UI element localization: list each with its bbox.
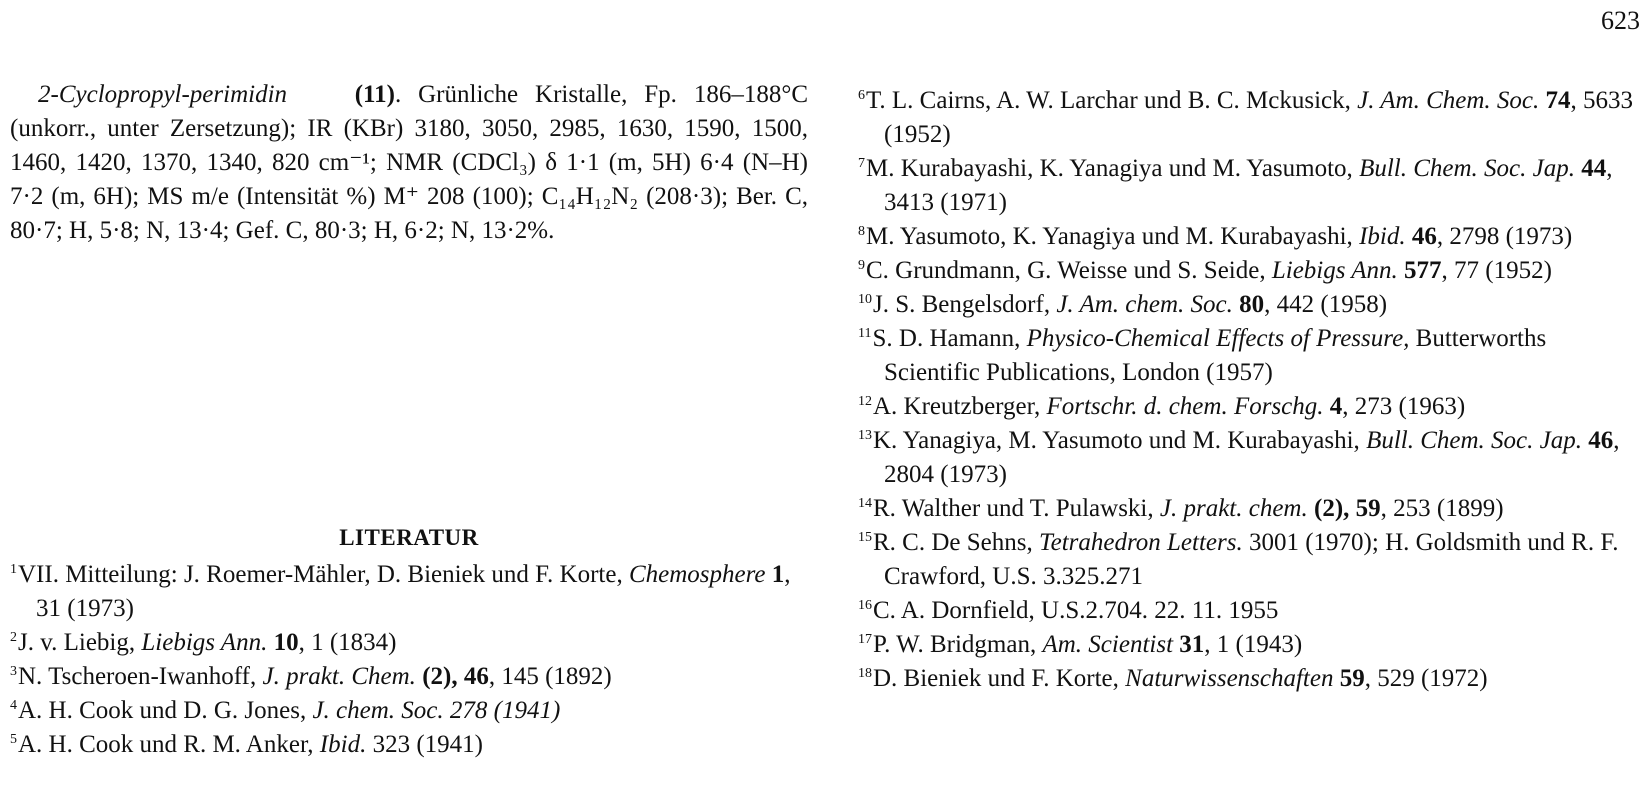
reference-rest: , 2804 (1973) bbox=[884, 427, 1620, 488]
reference-authors: K. Yanagiya, M. Yasumoto und M. Kurabayashi, bbox=[873, 427, 1367, 454]
reference-rest: , 5633 (1952) bbox=[884, 87, 1634, 148]
reference-item bbox=[858, 254, 1646, 288]
reference-number: 15 bbox=[858, 529, 872, 545]
reference-journal: J. prakt. chem. bbox=[1159, 495, 1308, 522]
reference-item bbox=[10, 694, 808, 728]
reference-item bbox=[858, 492, 1646, 526]
experimental-paragraph bbox=[10, 78, 808, 248]
reference-authors: N. Tscheroen-Iwanhoff, bbox=[18, 663, 263, 690]
compound-name: 2-Cyclopropyl-perimidin bbox=[38, 81, 288, 108]
reference-rest: , 273 (1963) bbox=[1342, 393, 1466, 420]
reference-item bbox=[858, 322, 1646, 390]
reference-item bbox=[10, 558, 808, 626]
reference-number: 17 bbox=[858, 631, 872, 647]
reference-rest: 3001 (1970); H. Goldsmith und R. F. Crawford, U.S. 3.325.271 bbox=[884, 529, 1619, 590]
reference-rest: , 442 (1958) bbox=[1264, 291, 1388, 318]
reference-item bbox=[858, 152, 1646, 220]
reference-item bbox=[10, 660, 808, 694]
reference-authors: T. L. Cairns, A. W. Larchar und B. C. Mckusick, bbox=[866, 87, 1358, 114]
reference-rest: , 253 (1899) bbox=[1380, 495, 1504, 522]
reference-item bbox=[10, 728, 808, 762]
reference-journal: Ibid. bbox=[319, 731, 367, 758]
reference-journal: Tetrahedron Letters. bbox=[1038, 529, 1243, 556]
literature-heading: LITERATUR bbox=[339, 525, 479, 550]
reference-rest: , 1 (1943) bbox=[1204, 631, 1303, 658]
reference-rest: , 529 (1972) bbox=[1364, 665, 1488, 692]
reference-journal: J. prakt. Chem. bbox=[262, 663, 416, 690]
reference-volume: 74 bbox=[1545, 87, 1571, 114]
reference-volume: (2), 59 bbox=[1314, 495, 1381, 522]
reference-number: 14 bbox=[858, 495, 872, 511]
left-column bbox=[10, 78, 808, 248]
reference-number: 2 bbox=[10, 629, 17, 645]
reference-number: 9 bbox=[858, 257, 865, 273]
reference-authors: A. H. Cook und D. G. Jones, bbox=[18, 697, 313, 724]
reference-item bbox=[10, 626, 808, 660]
reference-journal: J. chem. Soc. 278 (1941) bbox=[312, 697, 561, 724]
reference-item bbox=[858, 628, 1646, 662]
reference-number: 11 bbox=[858, 325, 872, 341]
reference-authors: P. W. Bridgman, bbox=[873, 631, 1043, 658]
reference-volume: 46 bbox=[1588, 427, 1614, 454]
reference-journal: Liebigs Ann. bbox=[141, 629, 268, 656]
reference-number: 4 bbox=[10, 697, 17, 713]
reference-rest: , 3413 (1971) bbox=[884, 155, 1613, 216]
compound-number: (11) bbox=[354, 81, 395, 108]
reference-number: 12 bbox=[858, 393, 872, 409]
reference-rest: , 31 (1973) bbox=[36, 561, 791, 622]
reference-number: 6 bbox=[858, 87, 865, 103]
reference-authors: D. Bieniek und F. Korte, bbox=[873, 665, 1126, 692]
reference-rest: , 145 (1892) bbox=[488, 663, 612, 690]
reference-authors: J. S. Bengelsdorf, bbox=[873, 291, 1057, 318]
reference-journal: Naturwissenschaften bbox=[1125, 665, 1334, 692]
reference-journal: Chemosphere bbox=[628, 561, 766, 588]
reference-number: 10 bbox=[858, 291, 872, 307]
reference-item bbox=[858, 594, 1646, 628]
reference-number: 5 bbox=[10, 731, 17, 747]
reference-number: 3 bbox=[10, 663, 17, 679]
reference-volume: 59 bbox=[1339, 665, 1365, 692]
reference-volume: 10 bbox=[273, 629, 299, 656]
reference-number: 18 bbox=[858, 665, 872, 681]
reference-number: 7 bbox=[858, 155, 865, 171]
reference-journal: Bull. Chem. Soc. Jap. bbox=[1366, 427, 1582, 454]
reference-authors: R. C. De Sehns, bbox=[873, 529, 1039, 556]
reference-rest: Butterworths Scientific Publications, London (1957) bbox=[884, 325, 1547, 386]
reference-authors: C. Grundmann, G. Weisse und S. Seide, bbox=[866, 257, 1272, 284]
reference-journal: Fortschr. d. chem. Forschg. bbox=[1046, 393, 1324, 420]
reference-volume: 80 bbox=[1239, 291, 1265, 318]
reference-number: 1 bbox=[10, 561, 17, 577]
reference-item bbox=[858, 390, 1646, 424]
page-number: 623 bbox=[1601, 6, 1640, 35]
reference-volume: 1 bbox=[771, 561, 785, 588]
reference-journal: Ibid. bbox=[1359, 223, 1406, 250]
reference-rest: , 2798 (1973) bbox=[1436, 223, 1573, 250]
reference-volume: 4 bbox=[1329, 393, 1343, 420]
reference-item bbox=[858, 288, 1646, 322]
reference-volume: 31 bbox=[1179, 631, 1205, 658]
reference-item bbox=[858, 662, 1646, 696]
reference-journal: Am. Scientist bbox=[1042, 631, 1174, 658]
reference-journal: J. Am. chem. Soc. bbox=[1056, 291, 1233, 318]
reference-item bbox=[858, 526, 1646, 594]
reference-rest: , 1 (1834) bbox=[298, 629, 397, 656]
reference-number: 13 bbox=[858, 427, 872, 443]
reference-authors: A. Kreutzberger, bbox=[873, 393, 1047, 420]
reference-authors: S. D. Hamann, bbox=[872, 325, 1027, 352]
reference-number: 8 bbox=[858, 223, 865, 239]
reference-authors: VII. Mitteilung: J. Roemer-Mähler, D. Bieniek und F. Korte, bbox=[18, 561, 629, 588]
reference-journal: Physico-Chemical Effects of Pressure, bbox=[1026, 325, 1410, 352]
reference-rest: , 77 (1952) bbox=[1441, 257, 1552, 284]
reference-list-right bbox=[858, 84, 1646, 696]
reference-volume: (2), 46 bbox=[422, 663, 489, 690]
reference-authors: R. Walther und T. Pulawski, bbox=[873, 495, 1160, 522]
reference-item bbox=[858, 84, 1646, 152]
reference-authors: M. Kurabayashi, K. Yanagiya und M. Yasumoto, bbox=[866, 155, 1360, 182]
reference-volume: 44 bbox=[1581, 155, 1607, 182]
reference-authors: J. v. Liebig, bbox=[18, 629, 142, 656]
reference-journal: Liebigs Ann. bbox=[1271, 257, 1398, 284]
reference-rest: 323 (1941) bbox=[372, 731, 483, 758]
reference-item bbox=[858, 424, 1646, 492]
reference-authors: M. Yasumoto, K. Yanagiya und M. Kurabayashi, bbox=[866, 223, 1360, 250]
reference-volume: 577 bbox=[1404, 257, 1442, 284]
reference-volume: 46 bbox=[1411, 223, 1437, 250]
reference-list-left bbox=[10, 558, 808, 762]
reference-item bbox=[858, 220, 1646, 254]
experimental-text: . Grünliche Kristalle, Fp. 186–188°C (unkorr., unter Zersetzung); IR (KBr) 3180, 3050, 2985, 1630, 1590, 1500, 1460, 1420, 1370, 1340, 820 cm⁻¹; NMR (CDCl₃) δ 1·1 (m, 5H) 6·4 (N–H) 7·2 (m, 6H); MS m/e (Intensität %) M⁺ 208 (100); C₁₄H₁₂N₂ (208·3); Ber. C, 80·7; H, 5·8; N, 13·4; Gef. C, 80·3; H, 6·2; N, 13·2%. bbox=[10, 81, 808, 244]
reference-authors: C. A. Dornfield, U.S.2.704. 22. 11. 1955 bbox=[873, 597, 1279, 624]
reference-number: 16 bbox=[858, 597, 872, 613]
reference-journal: Bull. Chem. Soc. Jap. bbox=[1359, 155, 1575, 182]
reference-journal: J. Am. Chem. Soc. bbox=[1357, 87, 1540, 114]
reference-authors: A. H. Cook und R. M. Anker, bbox=[18, 731, 320, 758]
